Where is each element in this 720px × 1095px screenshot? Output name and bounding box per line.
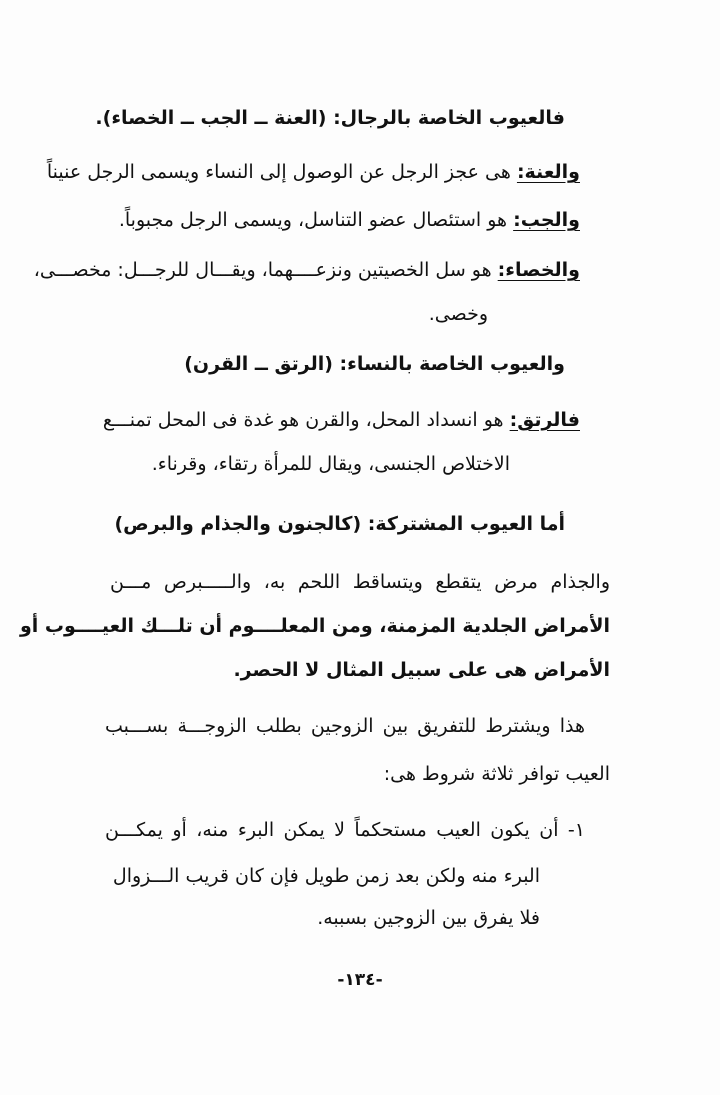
- ratq-text: هو انسداد المحل، والقرن هو غدة فى المحل تمنـــع: [102, 409, 504, 431]
- men-defects-heading: فالعيوب الخاصة بالرجال: (العنة ــ الجب ــ الخصاء).: [95, 107, 565, 129]
- impotence-definition: [47, 158, 580, 186]
- castration-term: والخصاء:: [497, 259, 580, 281]
- amputation-term: والجب:: [513, 209, 580, 231]
- conditions-intro-line-1: هذا ويشترط للتفريق بين الزوجين بطلب الزوجـــة بســـبب: [105, 715, 585, 737]
- castration-continuation: وخصى.: [428, 303, 488, 325]
- condition-1-line-1: ١- أن يكون العيب مستحكماً لا يمكن البرء منه، أو يمكـــن: [105, 819, 585, 841]
- page-number: -١٣٤-: [337, 970, 383, 990]
- ratq-term: فالرتق:: [509, 409, 580, 431]
- common-paragraph-line-1: والجذام مرض يتقطع ويتساقط اللحم به، والـــــبرص مـــن: [110, 571, 610, 593]
- condition-1-line-3: فلا يفرق بين الزوجين بسببه.: [317, 907, 540, 929]
- women-defects-heading: والعيوب الخاصة بالنساء: (الرتق ــ القرن): [184, 353, 565, 375]
- ratq-continuation: الاختلاص الجنسى، ويقال للمرأة رتقاء، وقرناء.: [151, 453, 510, 475]
- common-defects-heading: أما العيوب المشتركة: (كالجنون والجذام والبرص): [114, 513, 565, 535]
- castration-definition: [34, 256, 580, 284]
- condition-1-line-2: البرء منه ولكن بعد زمن طويل فإن كان قريب الـــزوال: [112, 865, 540, 887]
- impotence-text: هى عجز الرجل عن الوصول إلى النساء ويسمى الرجل عنيناً: [46, 161, 511, 183]
- amputation-text: هو استئصال عضو التناسل، ويسمى الرجل مجبوباً.: [118, 209, 508, 231]
- common-paragraph-line-2: الأمراض الجلدية المزمنة، ومن المعلــــوم أن تلـــك العيــــوب أو: [19, 615, 610, 637]
- ratq-definition: [85, 406, 580, 434]
- common-paragraph-line-3: الأمراض هى على سبيل المثال لا الحصر.: [233, 659, 610, 681]
- impotence-term: والعنة:: [516, 161, 580, 183]
- conditions-intro-line-2: العيب توافر ثلاثة شروط هى:: [383, 763, 610, 785]
- amputation-definition: [119, 206, 580, 234]
- castration-text: هو سل الخصيتين ونزعــــهما، ويقـــال للرجـــل: مخصـــى،: [33, 259, 492, 281]
